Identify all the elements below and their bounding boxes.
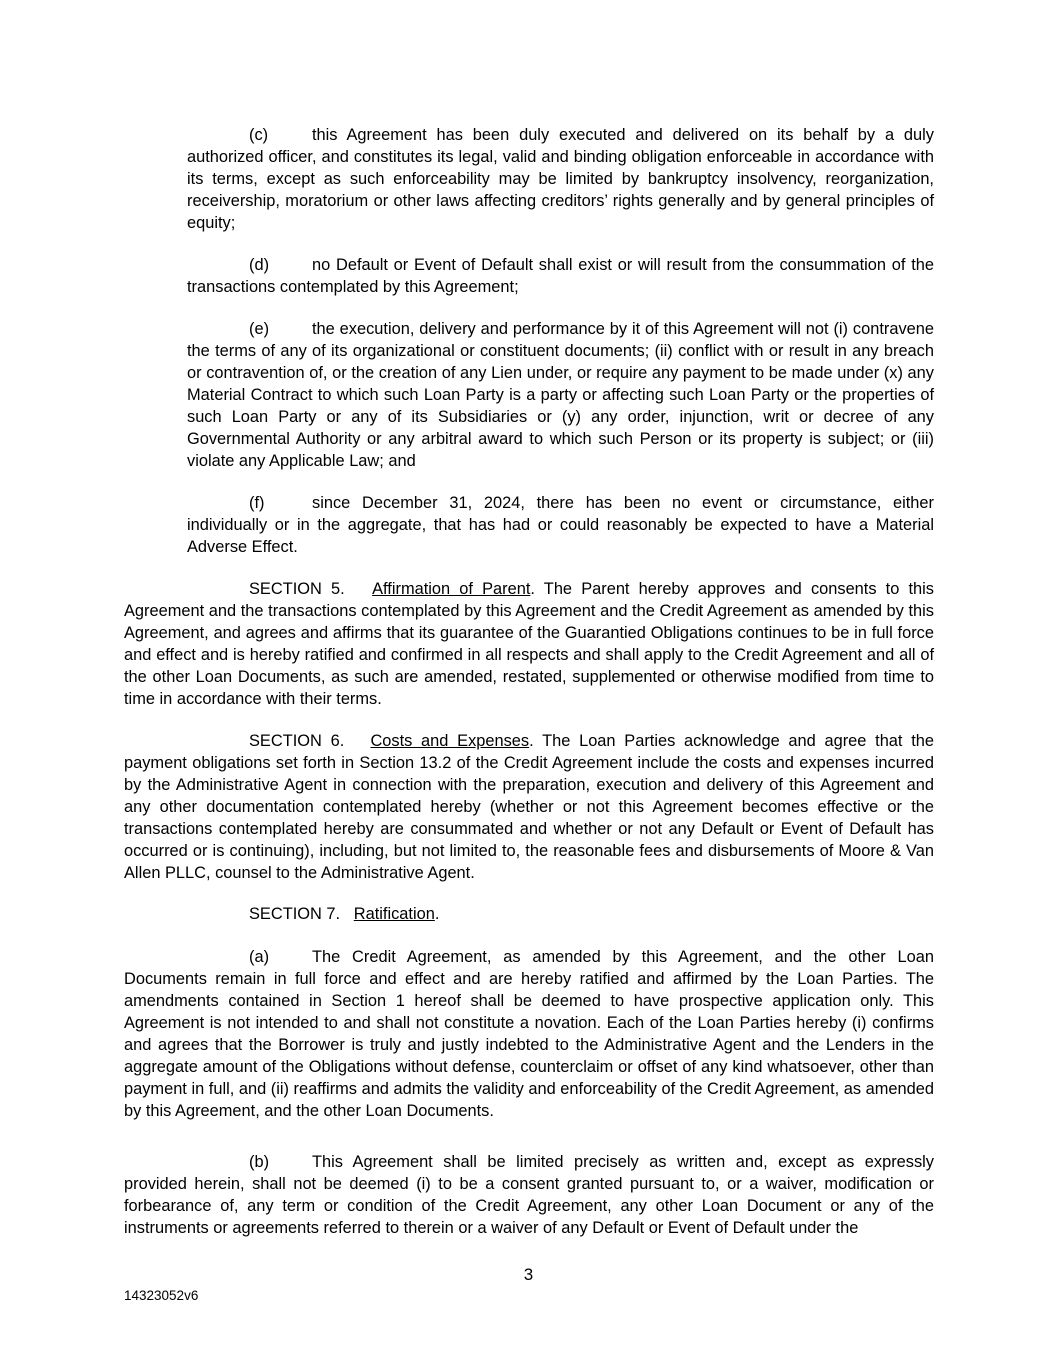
section-number: SECTION 7.	[249, 905, 341, 923]
paragraph-label: (f)	[249, 494, 265, 512]
paragraph-text: This Agreement shall be limited precisely as written and, except as expressly provided herein, shall not be deemed (i) to be a consent granted pursuant to, or a waiver, modification or forbearance of, any term or condition of the Credit Agreement, any other Loan Document or any of the instruments or agreements referred to therein or a waiver of any Default or Event of Default under the	[124, 1153, 934, 1237]
section-heading: Costs and Expenses	[370, 732, 530, 750]
paragraph-label: (b)	[249, 1153, 270, 1171]
section-7-paragraph-a	[124, 946, 934, 1122]
page-number: 3	[523, 1265, 534, 1284]
section-number: SECTION 6.	[249, 732, 345, 750]
section-text: . The Loan Parties acknowledge and agree that the payment obligations set forth in Section 13.2 of the Credit Agreement include the costs and expenses incurred by the Administrative Agent in connection with the preparation, execution and delivery of this Agreement and any other documentation contemplated hereby (whether or not this Agreement becomes effective or the transactions contemplated hereby are consummated and whether or not any Default or Event of Default has occurred or is continuing), including, but not limited to, the reasonable fees and disbursements of Moore & Van Allen PLLC, counsel to the Administrative Agent.	[124, 732, 934, 882]
paragraph-text: since December 31, 2024, there has been no event or circumstance, either individually or in the aggregate, that has had or could reasonably be expected to have a Material Adverse Effect.	[187, 494, 934, 556]
paragraph-text: this Agreement has been duly executed and delivered on its behalf by a duly authorized officer, and constitutes its legal, valid and binding obligation enforceable in accordance with its terms, except as such enforceability may be limited by bankruptcy insolvency, reorganization, receivership, moratorium or other laws affecting creditors’ rights generally and by general principles of equity;	[187, 126, 934, 232]
section-heading: Affirmation of Parent	[372, 580, 531, 598]
paragraph-label: (c)	[249, 126, 269, 144]
paragraph-c	[187, 124, 934, 234]
paragraph-text: the execution, delivery and performance by it of this Agreement will not (i) contravene the terms of any of its organizational or constituent documents; (ii) conflict with or result in any breach or contravention of, or the creation of any Lien under, or require any payment to be made under (x) any Material Contract to which such Loan Party is a party or affecting such Loan Party or the properties of such Loan Party or any of its Subsidiaries or (y) any order, injunction, writ or decree of any Governmental Authority or any arbitral award to which such Person or its property is subject; or (iii) violate any Applicable Law; and	[187, 320, 934, 470]
section-heading-suffix: .	[434, 905, 440, 923]
paragraph-text: The Credit Agreement, as amended by this Agreement, and the other Loan Documents remain in full force and effect and are hereby ratified and affirmed by the Loan Parties. The amendments contained in Section 1 hereof shall be deemed to have prospective application only. This Agreement is not intended to and shall not constitute a novation. Each of the Loan Parties hereby (i) confirms and agrees that the Borrower is truly and justly indebted to the Administrative Agent and the Lenders in the aggregate amount of the Obligations without defense, counterclaim or offset of any kind whatsoever, other than payment in full, and (ii) reaffirms and admits the validity and enforceability of the Credit Agreement, as amended by this Agreement, and the other Loan Documents.	[124, 948, 934, 1120]
section-number: SECTION 5.	[249, 580, 345, 598]
section-6	[124, 730, 934, 884]
document-id: 14323052v6	[124, 1288, 199, 1303]
paragraph-f	[187, 492, 934, 558]
section-5	[124, 578, 934, 710]
section-7-heading	[124, 903, 934, 925]
paragraph-e	[187, 318, 934, 472]
paragraph-label: (d)	[249, 256, 270, 274]
paragraph-label: (a)	[249, 948, 270, 966]
paragraph-text: no Default or Event of Default shall exist or will result from the consummation of the transactions contemplated by this Agreement;	[187, 256, 934, 296]
section-heading: Ratification	[353, 905, 435, 923]
paragraph-label: (e)	[249, 320, 270, 338]
section-text: . The Parent hereby approves and consents to this Agreement and the transactions contemplated by this Agreement and the Credit Agreement as amended by this Agreement, and agrees and affirms that its guarantee of the Guarantied Obligations continues to be in full force and effect and is hereby ratified and confirmed in all respects and shall apply to the Credit Agreement and all of the other Loan Documents, as such are amended, restated, supplemented or otherwise modified from time to time in accordance with their terms.	[124, 580, 935, 708]
section-7-paragraph-b	[124, 1151, 934, 1239]
paragraph-d	[187, 254, 934, 298]
